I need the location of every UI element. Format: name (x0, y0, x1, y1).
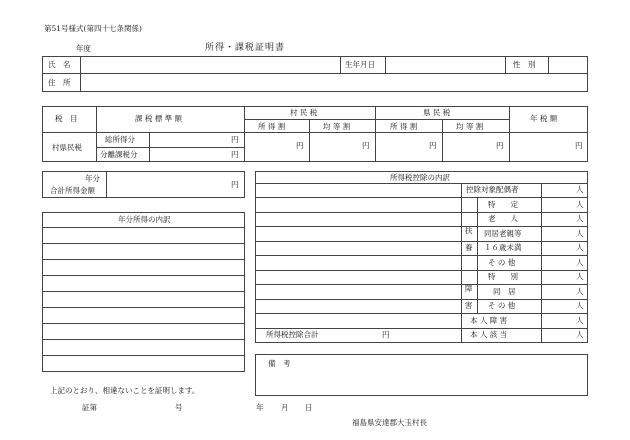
income-breakdown-box (42, 212, 245, 372)
gender-label: 性 別 (513, 60, 536, 69)
birth-date-label: 生年月日 (345, 60, 375, 69)
person-unit: 人 (576, 229, 584, 238)
yen-unit: 円 (231, 135, 239, 144)
yen-unit: 円 (429, 141, 437, 150)
person-unit: 人 (576, 316, 584, 325)
person-unit: 人 (576, 258, 584, 267)
person-unit: 人 (576, 301, 584, 310)
spouse-label: 控除対象配偶者 (466, 185, 519, 194)
address-label: 住 所 (48, 78, 71, 87)
person-unit: 人 (576, 287, 584, 296)
yen-unit: 円 (382, 330, 390, 339)
dependent-other-label: そ の 他 (488, 258, 516, 267)
disabled-special-label: 特 別 (488, 272, 518, 281)
disabled-other-label: そ の 他 (488, 301, 516, 310)
deductions-title: 所得税控除の内訳 (390, 173, 450, 182)
village-per-capita-header: 均 等 割 (323, 122, 351, 131)
remarks-label: 備 考 (268, 359, 291, 368)
remarks-box (255, 354, 588, 396)
prefecture-per-capita-header: 均 等 割 (456, 122, 484, 131)
self-disabled-label: 本 人 障 害 (470, 316, 508, 325)
self-single-label: 本 人 該 当 (470, 330, 508, 339)
tax-base-header: 課 税 標 準 額 (135, 114, 183, 123)
prefecture-tax-header: 県 民 税 (423, 108, 451, 117)
separate-taxation-label: 分離課税分 (100, 150, 138, 159)
deductions-total-label: 所得税控除合計 (266, 330, 319, 339)
person-unit: 人 (576, 330, 584, 339)
income-breakdown-title: 年分所得の内訳 (118, 215, 171, 224)
issuer-name: 福島県安達郡大玉村長 (352, 418, 427, 427)
prefecture-income-levy-header: 所 得 割 (390, 122, 418, 131)
annual-tax-header: 年 税 額 (530, 114, 558, 123)
year-unit: 年 (256, 403, 264, 412)
yen-unit: 円 (296, 141, 304, 150)
number-suffix: 号 (175, 403, 183, 412)
yen-unit: 円 (496, 141, 504, 150)
yen-unit: 円 (231, 150, 239, 159)
tax-item-header: 税 目 (55, 114, 78, 123)
yen-unit: 円 (575, 141, 583, 150)
annual-income-year-label: 年分 (85, 174, 100, 183)
dependent-specific-label: 特 定 (488, 200, 518, 209)
year-label: 年度 (76, 44, 91, 53)
page-title: 所得・課税証明書 (205, 43, 286, 53)
village-income-levy-header: 所 得 割 (258, 122, 286, 131)
person-unit: 人 (576, 214, 584, 223)
village-prefecture-tax-label: 村県民税 (52, 143, 82, 152)
person-unit: 人 (576, 185, 584, 194)
annual-income-label: 合計所得金額 (50, 186, 95, 195)
person-unit: 人 (576, 243, 584, 252)
form-number: 第51号様式(第四十七条関係) (44, 24, 142, 33)
person-unit: 人 (576, 200, 584, 209)
yen-unit: 円 (362, 141, 370, 150)
dependent-under16-label: １６歳未満 (484, 243, 522, 252)
dependent-cohabiting-parent-label: 同居老親等 (484, 229, 522, 238)
month-unit: 月 (281, 403, 289, 412)
total-income-label: 総所得分 (105, 135, 135, 144)
certificate-number-label: 証第 (82, 403, 97, 412)
certification-statement: 上記のとおり、相違ないことを証明します。 (50, 386, 200, 395)
dependents-group-label: 扶養 (465, 226, 473, 252)
disabled-group-label: 障害 (465, 284, 473, 310)
name-label: 氏 名 (48, 60, 71, 69)
person-unit: 人 (576, 272, 584, 281)
personal-info-box (42, 56, 588, 92)
yen-unit: 円 (231, 180, 239, 189)
disabled-cohabiting-label: 同 居 (493, 287, 516, 296)
dependent-elderly-label: 老 人 (488, 214, 518, 223)
day-unit: 日 (305, 403, 313, 412)
village-tax-header: 村 民 税 (290, 108, 318, 117)
